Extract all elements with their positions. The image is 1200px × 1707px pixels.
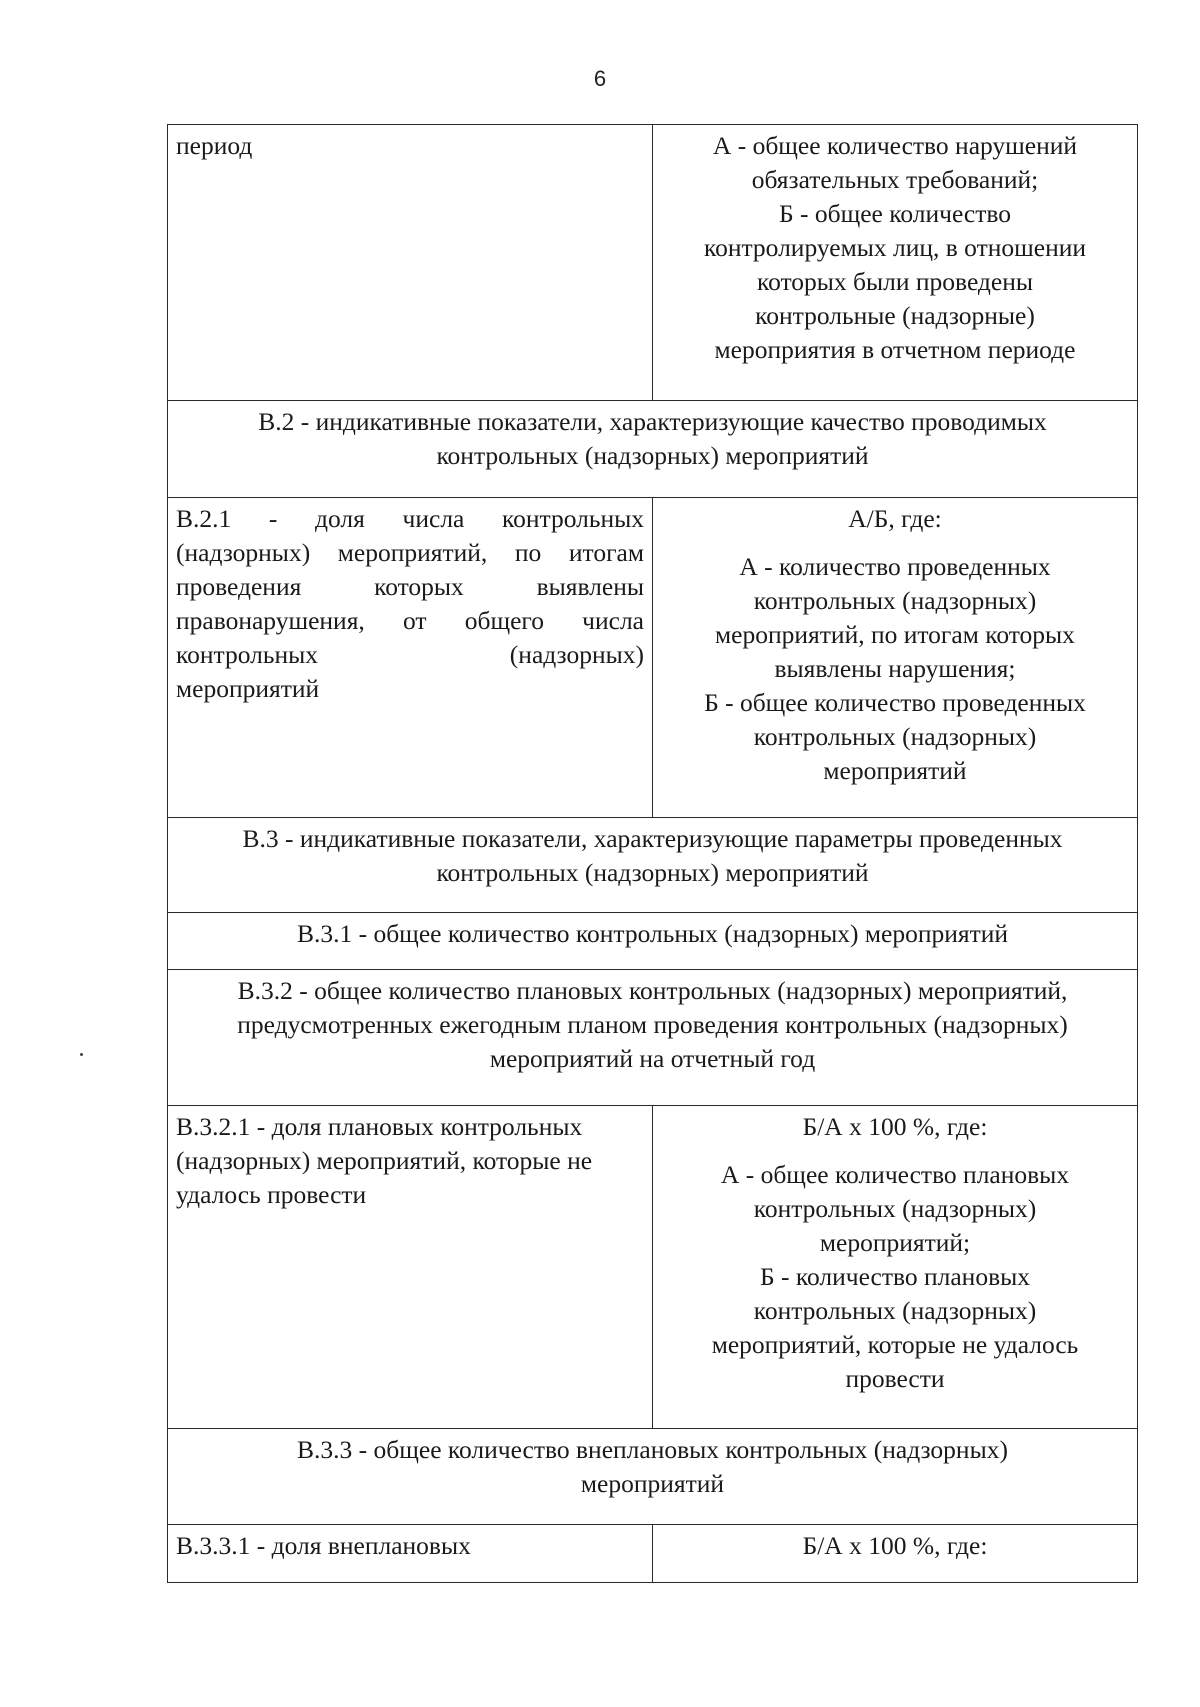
formula-legend-line: мероприятий, по итогам которых [715, 620, 1075, 649]
table-row [168, 1525, 1138, 1583]
row-v3-2-1-left-line: удалось провести [176, 1180, 367, 1209]
row-1-right-line: которых были проведены [756, 267, 1034, 296]
table-row [168, 913, 1138, 970]
row-v2-1-left-last-line: мероприятий [176, 674, 320, 703]
table-row [168, 1429, 1138, 1525]
row-v3-2-1-left-cell [168, 1106, 653, 1429]
section-line: В.3.2 - общее количество плановых контрольных (надзорных) мероприятий, [237, 976, 1068, 1005]
row-v2-1-right-cell [653, 498, 1138, 818]
formula-legend-line: контрольных (надзорных) [753, 722, 1037, 751]
formula-legend-line: контрольных (надзорных) [753, 1194, 1037, 1223]
row-1-right-line: Б - общее количество [779, 199, 1011, 228]
section-line: контрольных (надзорных) мероприятий [436, 441, 869, 470]
row-1-right-line: контрольные (надзорные) [755, 301, 1035, 330]
row-v3-3-1-left-cell [168, 1525, 653, 1583]
formula: Б/А х 100 %, где: [802, 1112, 988, 1141]
row-v3-3-1-left-text: В.3.3.1 - доля внеплановых [176, 1531, 471, 1560]
row-1-left-text: период [176, 131, 253, 160]
formula-legend-line: мероприятий; [819, 1228, 971, 1257]
section-v2-heading [168, 401, 1138, 498]
row-1-left-cell [168, 125, 653, 401]
formula: А/Б, где: [848, 504, 942, 533]
section-line: мероприятий [580, 1469, 725, 1498]
formula-legend-line: А - количество проведенных [739, 552, 1051, 581]
row-v3-3-1-right-cell [653, 1525, 1138, 1583]
formula-legend-line: мероприятий [823, 756, 967, 785]
formula-legend-line: мероприятий, которые не удалось [711, 1330, 1079, 1359]
formula-legend-line: Б - количество плановых [759, 1262, 1030, 1291]
table-row [168, 818, 1138, 913]
scan-speck [80, 1053, 83, 1056]
row-v2-1-left-cell [168, 498, 653, 818]
section-line: контрольных (надзорных) мероприятий [436, 858, 869, 887]
section-line: мероприятий на отчетный год [489, 1044, 816, 1073]
section-line: В.2 - индикативные показатели, характеризующие качество проводимых [258, 407, 1047, 436]
row-v3-2-1-right-cell [653, 1106, 1138, 1429]
table-row [168, 498, 1138, 818]
table-row [168, 1106, 1138, 1429]
section-v3-3-heading [168, 1429, 1138, 1525]
formula-legend-line: Б - общее количество проведенных [704, 688, 1086, 717]
row-1-right-line: контролируемых лиц, в отношении [703, 233, 1087, 262]
formula-legend-line: контрольных (надзорных) [753, 586, 1037, 615]
table-row [168, 970, 1138, 1106]
section-line: предусмотренных ежегодным планом проведения контрольных (надзорных) [237, 1010, 1068, 1039]
page-number: 6 [593, 66, 607, 91]
table-row [168, 125, 1138, 401]
section-v3-2-heading [168, 970, 1138, 1106]
row-1-right-line: А - общее количество нарушений [712, 131, 1078, 160]
row-v3-2-1-left-line: В.3.2.1 - доля плановых контрольных [176, 1112, 583, 1141]
row-1-right-line: мероприятия в отчетном периоде [714, 335, 1076, 364]
section-line: В.3 - индикативные показатели, характеризующие параметры проведенных [242, 824, 1063, 853]
row-v3-2-1-left-line: (надзорных) мероприятий, которые не [176, 1146, 593, 1175]
formula-legend-line: А - общее количество плановых [720, 1160, 1070, 1189]
formula: Б/А х 100 %, где: [802, 1531, 988, 1560]
formula-legend-line: контрольных (надзорных) [753, 1296, 1037, 1325]
indicators-table [167, 124, 1138, 1583]
formula-legend-line: выявлены нарушения; [774, 654, 1016, 683]
row-1-right-line: обязательных требований; [751, 165, 1039, 194]
row-1-right-cell [653, 125, 1138, 401]
table-row [168, 401, 1138, 498]
section-line: В.3.3 - общее количество внеплановых контрольных (надзорных) [297, 1435, 1008, 1464]
section-v3-1-heading [168, 913, 1138, 970]
formula-legend-line: провести [845, 1364, 945, 1393]
section-line: В.3.1 - общее количество контрольных (надзорных) мероприятий [296, 919, 1009, 948]
row-v2-1-left-text: В.2.1 - доля числа контрольных (надзорных) мероприятий, по итогам проведения которых выявлены правонарушения, от общего числа контрольных (надзорных) [176, 504, 644, 669]
section-v3-heading [168, 818, 1138, 913]
